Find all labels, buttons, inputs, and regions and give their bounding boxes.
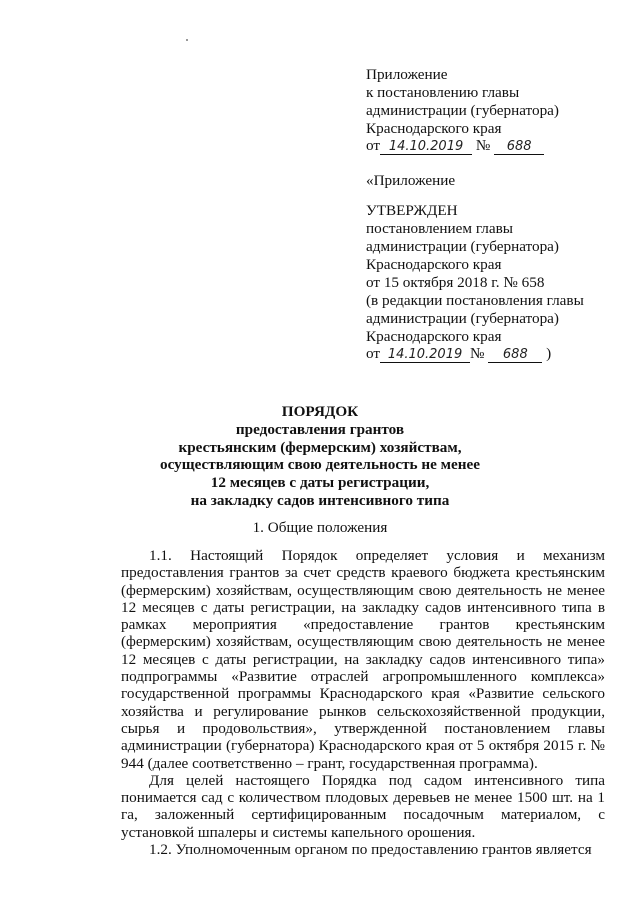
title-line: осуществляющим свою деятельность не менее	[160, 456, 480, 473]
closing-paren: )	[546, 345, 552, 362]
section-heading: 1. Общие положения	[252, 519, 388, 536]
scan-speck	[186, 39, 188, 41]
number-prefix: №	[475, 137, 491, 154]
approved-line: администрации (губернатора)	[366, 238, 559, 255]
handwritten-date: 14.10.2019	[380, 140, 472, 155]
date-prefix: от	[366, 137, 381, 154]
approved-line: Краснодарского края	[366, 328, 502, 345]
approved-line: «Приложение	[366, 172, 456, 189]
approved-line: Краснодарского края	[366, 256, 502, 273]
handwritten-number: 688	[488, 348, 542, 363]
handwritten-number: 688	[494, 140, 544, 155]
appendix-line: администрации (губернатора)	[366, 102, 559, 119]
appendix-line: Краснодарского края	[366, 120, 502, 137]
approved-line: от 15 октября 2018 г. № 658	[366, 274, 545, 291]
appendix-line: Приложение	[366, 66, 448, 83]
approved-line: администрации (губернатора)	[366, 310, 559, 327]
title-line: 12 месяцев с даты регистрации,	[210, 474, 430, 491]
number-prefix: №	[470, 345, 485, 362]
appendix-line: к постановлению главы	[366, 84, 520, 101]
approved-date-line	[366, 345, 551, 363]
title-line: на закладку садов интенсивного типа	[190, 492, 450, 509]
handwritten-date: 14.10.2019	[380, 348, 470, 363]
title-line: ПОРЯДОК	[281, 403, 359, 420]
paragraph: 1.2. Уполномоченным органом по предоставлению грантов является	[149, 841, 592, 859]
section-body	[121, 547, 605, 858]
title-line: крестьянским (фермерским) хозяйствам,	[178, 439, 462, 456]
approved-line: постановлением главы	[366, 220, 513, 237]
approved-heading: УТВЕРЖДЕН	[366, 202, 458, 219]
date-prefix: от	[366, 345, 381, 362]
paragraph: Для целей настоящего Порядка под садом интенсивного типа понимается сад с количеством плодовых деревьев не менее 1500 шт. на 1 га, заложенный сертифицированным посадочным материалом, с установкой шпалеры и системы капельного орошения.	[121, 771, 605, 841]
title-line: предоставления грантов	[235, 421, 405, 438]
approved-line: (в редакции постановления главы	[366, 292, 584, 309]
paragraph: 1.1. Настоящий Порядок определяет условия и механизм предоставления грантов за счет средств краевого бюджета крестьянским (фермерским) хозяйствам, осуществляющим свою деятельность не менее 12 месяцев с даты регистрации, на закладку садов интенсивного типа в рамках мероприятия «предоставление грантов крестьянским (фермерским) хозяйствам, осуществляющим свою деятельность не менее 12 месяцев с даты регистрации, на закладку садов интенсивного типа» подпрограммы «Развитие отраслей агропромышленного комплекса» государственной программы Краснодарского края «Развитие сельского хозяйства и регулирование рынков сельскохозяйственной продукции, сырья и продовольствия», утвержденной постановлением главы администрации (губернатора) Краснодарского края от 5 октября 2015 г. № 944 (далее соответственно – грант, государственная программа).	[121, 547, 605, 772]
appendix-date-line	[366, 137, 544, 155]
